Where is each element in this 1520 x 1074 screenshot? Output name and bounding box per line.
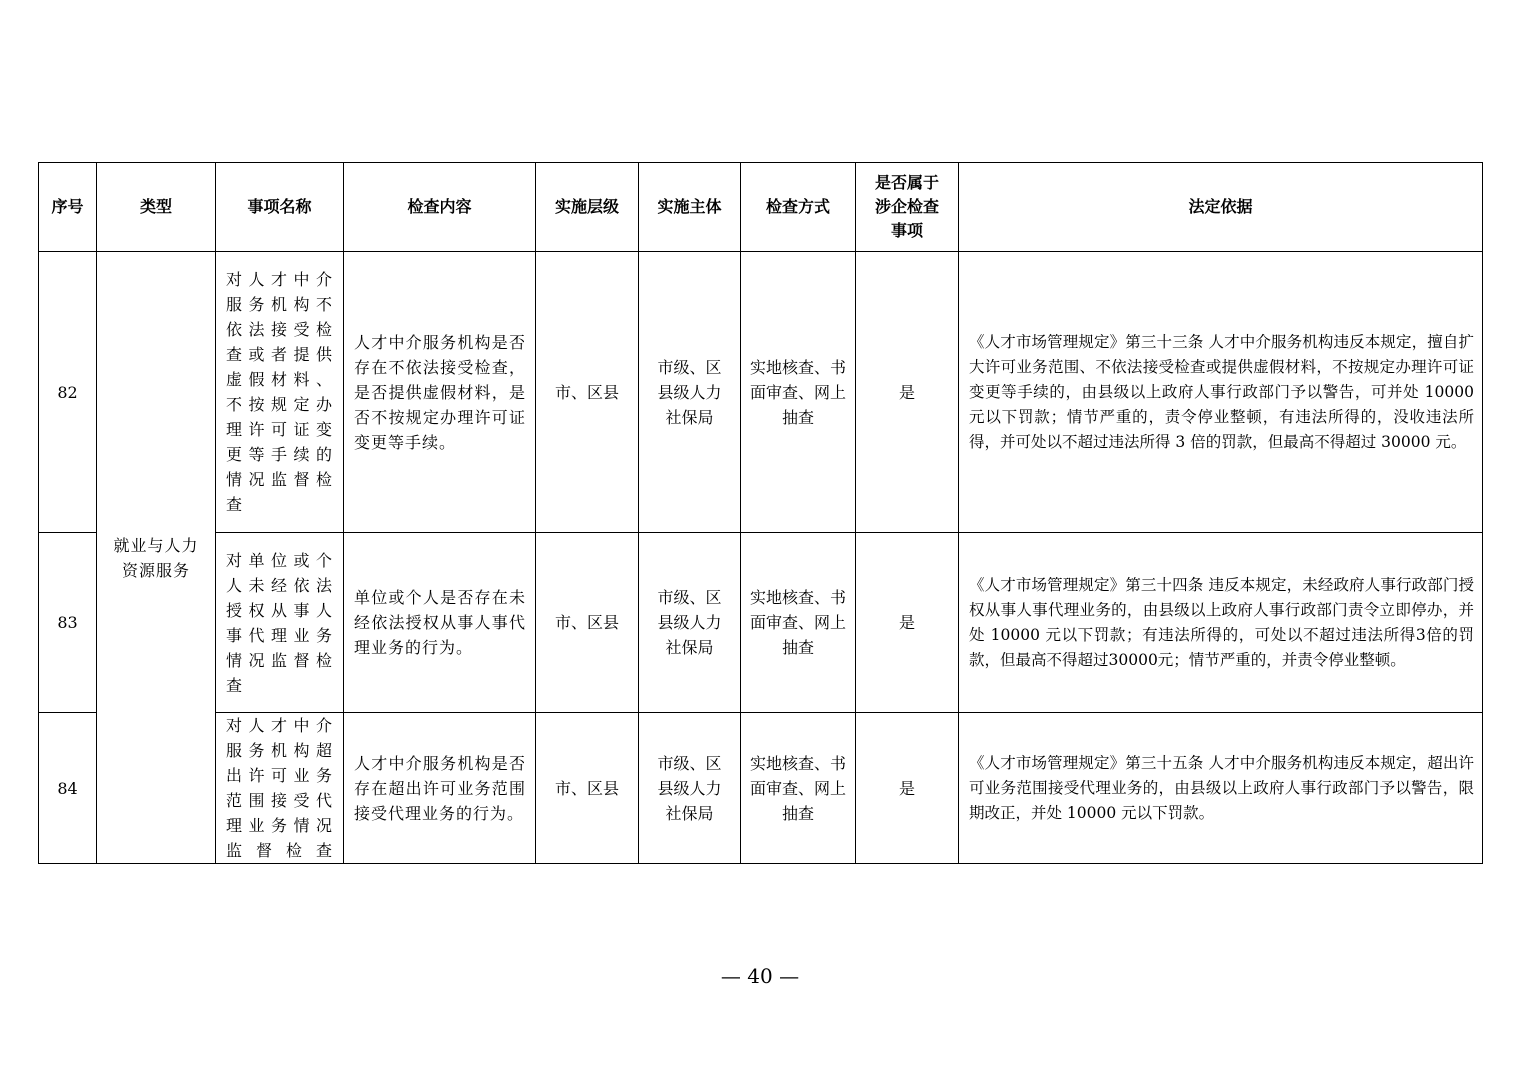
page-number: — 40 — <box>720 964 800 988</box>
row-enterprise-related: 是 <box>856 713 959 864</box>
row-serial-no: 82 <box>39 252 97 533</box>
method-text: 实地核查、书面审查、网上抽查 <box>749 753 846 823</box>
header-enterprise-related <box>856 163 959 252</box>
row-method <box>741 252 856 533</box>
row-item-name: 对人才中介服务机构不依法接受检查或者提供虚假材料、不按规定办理许可证变更等手续的情况监督检查 <box>216 252 344 533</box>
header-method: 检查方式 <box>741 163 856 252</box>
category-text: 就业与人力资源服务 <box>113 535 199 580</box>
row-item-name: 对单位或个人未经依法授权从事人事代理业务情况监督检查 <box>216 533 344 713</box>
row-subject <box>639 713 741 864</box>
header-subject: 实施主体 <box>639 163 741 252</box>
header-row <box>39 163 1483 252</box>
row-level: 市、区县 <box>536 252 639 533</box>
header-enterprise-line-1: 是否属于 <box>874 173 939 192</box>
header-level: 实施层级 <box>536 163 639 252</box>
row-serial-no: 84 <box>39 713 97 864</box>
subject-text: 市级、区县级人力社保局 <box>657 753 722 823</box>
row-method <box>741 533 856 713</box>
row-subject <box>639 252 741 533</box>
row-enterprise-related: 是 <box>856 533 959 713</box>
table-row <box>39 533 1483 713</box>
inspection-items-table <box>38 162 1483 864</box>
table-row <box>39 713 1483 864</box>
header-enterprise-line-3: 事项 <box>890 221 923 240</box>
row-subject <box>639 533 741 713</box>
row-serial-no: 83 <box>39 533 97 713</box>
row-legal-basis: 《人才市场管理规定》第三十三条 人才中介服务机构违反本规定，擅自扩大许可业务范围、不依法接受检查或提供虚假材料，不按规定办理许可证变更等手续的，由县级以上政府人事行政部门予以警告，可并处 10000 元以下罚款；情节严重的，责令停业整顿，有违法所得的，没收违法所得，并可处以不超过违法所得 3 倍的罚款，但最高不得超过 30000 元。 <box>959 252 1483 533</box>
row-check-content: 人才中介服务机构是否存在超出许可业务范围接受代理业务的行为。 <box>344 713 536 864</box>
row-category <box>97 252 216 864</box>
method-text: 实地核查、书面审查、网上抽查 <box>749 357 846 427</box>
row-method <box>741 713 856 864</box>
regulation-table-container <box>38 162 1483 864</box>
method-text: 实地核查、书面审查、网上抽查 <box>749 588 846 657</box>
header-check-content: 检查内容 <box>344 163 536 252</box>
row-check-content: 人才中介服务机构是否存在不依法接受检查，是否提供虚假材料，是否不按规定办理许可证变更等手续。 <box>344 252 536 533</box>
header-item-name: 事项名称 <box>216 163 344 252</box>
header-enterprise-line-2: 涉企检查 <box>874 197 939 216</box>
header-type: 类型 <box>97 163 216 252</box>
row-item-name: 对人才中介服务机构超出许可业务范围接受代理业务情况监督检查 <box>216 713 344 864</box>
header-legal-basis: 法定依据 <box>959 163 1483 252</box>
subject-text: 市级、区县级人力社保局 <box>657 357 722 427</box>
row-level: 市、区县 <box>536 713 639 864</box>
header-serial-no: 序号 <box>39 163 97 252</box>
row-check-content: 单位或个人是否存在未经依法授权从事人事代理业务的行为。 <box>344 533 536 713</box>
table-row <box>39 252 1483 533</box>
subject-text: 市级、区县级人力社保局 <box>657 588 722 657</box>
row-enterprise-related: 是 <box>856 252 959 533</box>
row-legal-basis: 《人才市场管理规定》第三十五条 人才中介服务机构违反本规定，超出许可业务范围接受代理业务的，由县级以上政府人事行政部门予以警告，限期改正，并处 10000 元以下罚款。 <box>959 713 1483 864</box>
row-level: 市、区县 <box>536 533 639 713</box>
row-legal-basis: 《人才市场管理规定》第三十四条 违反本规定，未经政府人事行政部门授权从事人事代理业务的，由县级以上政府人事行政部门责令立即停办，并处 10000 元以下罚款；有违法所得的，可处以不超过违法所得3倍的罚款，但最高不得超过30000元；情节严重的，并责令停业整顿。 <box>959 533 1483 713</box>
